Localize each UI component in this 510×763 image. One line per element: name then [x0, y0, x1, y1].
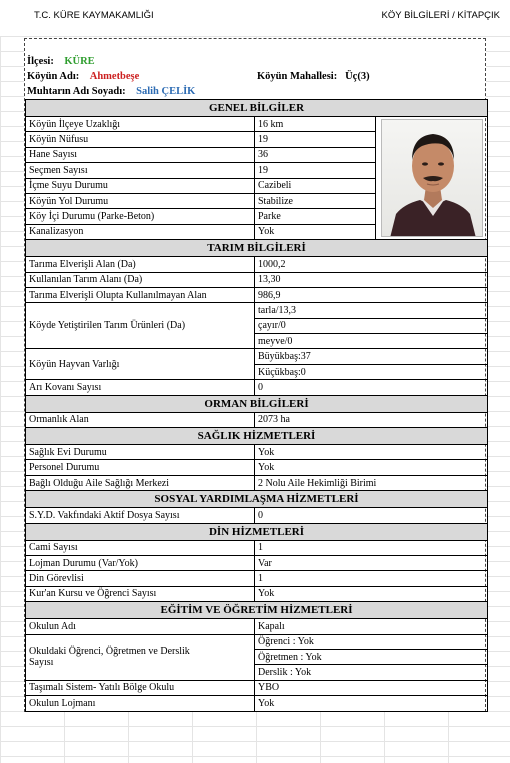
row-value: 0 — [255, 508, 488, 523]
info-row-muhtar — [25, 84, 485, 99]
livestock-item: Küçükbaş:0 — [255, 364, 488, 379]
crop-item: çayır/0 — [255, 318, 488, 333]
row-value: Cazibeli — [255, 178, 376, 193]
village-info-document — [24, 38, 486, 712]
info-row-ilce — [25, 54, 485, 69]
row-label: Personel Durumu — [26, 460, 255, 475]
mahalle-value: Üç(3) — [345, 71, 370, 82]
school-count-item: Derslik : Yok — [255, 665, 488, 680]
photo-cell — [376, 117, 488, 240]
section-tarim-title: TARIM BİLGİLERİ — [26, 240, 488, 257]
row-label-line: Okuldaki Öğrenci, Öğretmen ve Derslik — [29, 646, 190, 658]
row-label: Köy İçi Durumu (Parke-Beton) — [26, 209, 255, 224]
row-value: 16 km — [255, 117, 376, 132]
header-right: KÖY BİLGİLERİ / KİTAPÇIK — [381, 10, 500, 21]
row-value: Yok — [255, 460, 488, 475]
village-info-table — [25, 99, 488, 712]
row-label: Sağlık Evi Durumu — [26, 445, 255, 460]
row-label — [26, 634, 255, 680]
row-value: Kapalı — [255, 619, 488, 634]
header-left: T.C. KÜRE KAYMAKAMLIĞI — [34, 10, 154, 21]
row-label: Köyün Nüfusu — [26, 132, 255, 147]
row-value: 36 — [255, 147, 376, 162]
spacer — [25, 39, 485, 54]
row-value: Yok — [255, 696, 488, 711]
row-value: Stabilize — [255, 193, 376, 208]
crop-item: meyve/0 — [255, 334, 488, 349]
row-label: Taşımalı Sistem- Yatılı Bölge Okulu — [26, 680, 255, 695]
section-egitim-title: EĞİTİM VE ÖĞRETİM HİZMETLERİ — [26, 602, 488, 619]
row-label: Köyde Yetiştirilen Tarım Ürünleri (Da) — [26, 303, 255, 349]
row-label: Ormanlık Alan — [26, 412, 255, 427]
row-label: Köyün Hayvan Varlığı — [26, 349, 255, 380]
row-label: S.Y.D. Vakfındaki Aktif Dosya Sayısı — [26, 508, 255, 523]
muhtar-label: Muhtarın Adı Soyadı: — [27, 86, 126, 97]
row-label: Seçmen Sayısı — [26, 163, 255, 178]
row-value: 19 — [255, 163, 376, 178]
row-value: Yok — [255, 586, 488, 601]
row-value: Yok — [255, 445, 488, 460]
row-label: Okulun Adı — [26, 619, 255, 634]
row-label: Kanalizasyon — [26, 224, 255, 239]
row-label: Köyün İlçeye Uzaklığı — [26, 117, 255, 132]
row-label-line: Sayısı — [29, 657, 54, 669]
row-label: Cami Sayısı — [26, 540, 255, 555]
row-label: Din Görevlisi — [26, 571, 255, 586]
section-sosyal-title: SOSYAL YARDIMLAŞMA HİZMETLERİ — [26, 491, 488, 508]
row-value: 13,30 — [255, 272, 488, 287]
row-label: Hane Sayısı — [26, 147, 255, 162]
school-count-item: Öğretmen : Yok — [255, 649, 488, 664]
row-value: 1000,2 — [255, 257, 488, 272]
row-label: Köyün Yol Durumu — [26, 193, 255, 208]
row-value: YBO — [255, 680, 488, 695]
mahalle-label: Köyün Mahallesi: — [257, 71, 338, 82]
row-value: 1 — [255, 571, 488, 586]
row-label: İçme Suyu Durumu — [26, 178, 255, 193]
row-label: Arı Kovanı Sayısı — [26, 380, 255, 395]
row-label: Lojman Durumu (Var/Yok) — [26, 555, 255, 570]
row-value: Yok — [255, 224, 376, 239]
ilce-label: İlçesi: — [27, 56, 54, 67]
ilce-value: KÜRE — [64, 56, 95, 67]
row-value: 986,9 — [255, 287, 488, 302]
row-value: 0 — [255, 380, 488, 395]
row-value: Var — [255, 555, 488, 570]
row-value: Parke — [255, 209, 376, 224]
row-label: Tarıma Elverişli Alan (Da) — [26, 257, 255, 272]
koy-value: Ahmetbeşe — [89, 71, 140, 82]
section-saglik-title: SAĞLIK HİZMETLERİ — [26, 428, 488, 445]
row-label: Kur'an Kursu ve Öğrenci Sayısı — [26, 586, 255, 601]
muhtar-portrait-icon — [381, 119, 483, 237]
row-label: Kullanılan Tarım Alanı (Da) — [26, 272, 255, 287]
section-din-title: DİN HİZMETLERİ — [26, 523, 488, 540]
livestock-item: Büyükbaş:37 — [255, 349, 488, 364]
row-label: Okulun Lojmanı — [26, 696, 255, 711]
school-count-item: Öğrenci : Yok — [255, 634, 488, 649]
row-label: Tarıma Elverişli Olupta Kullanılmayan Alan — [26, 287, 255, 302]
row-value: 1 — [255, 540, 488, 555]
section-genel-title: GENEL BİLGİLER — [26, 100, 488, 117]
crop-item: tarla/13,3 — [255, 303, 488, 318]
koy-label: Köyün Adı: — [27, 71, 80, 82]
row-label: Bağlı Olduğu Aile Sağlığı Merkezi — [26, 475, 255, 490]
row-value: 2 Nolu Aile Hekimliği Birimi — [255, 475, 488, 490]
muhtar-value: Salih ÇELİK — [136, 86, 196, 97]
section-orman-title: ORMAN BİLGİLERİ — [26, 395, 488, 412]
row-value: 2073 ha — [255, 412, 488, 427]
row-value: 19 — [255, 132, 376, 147]
info-row-koy — [25, 69, 485, 84]
